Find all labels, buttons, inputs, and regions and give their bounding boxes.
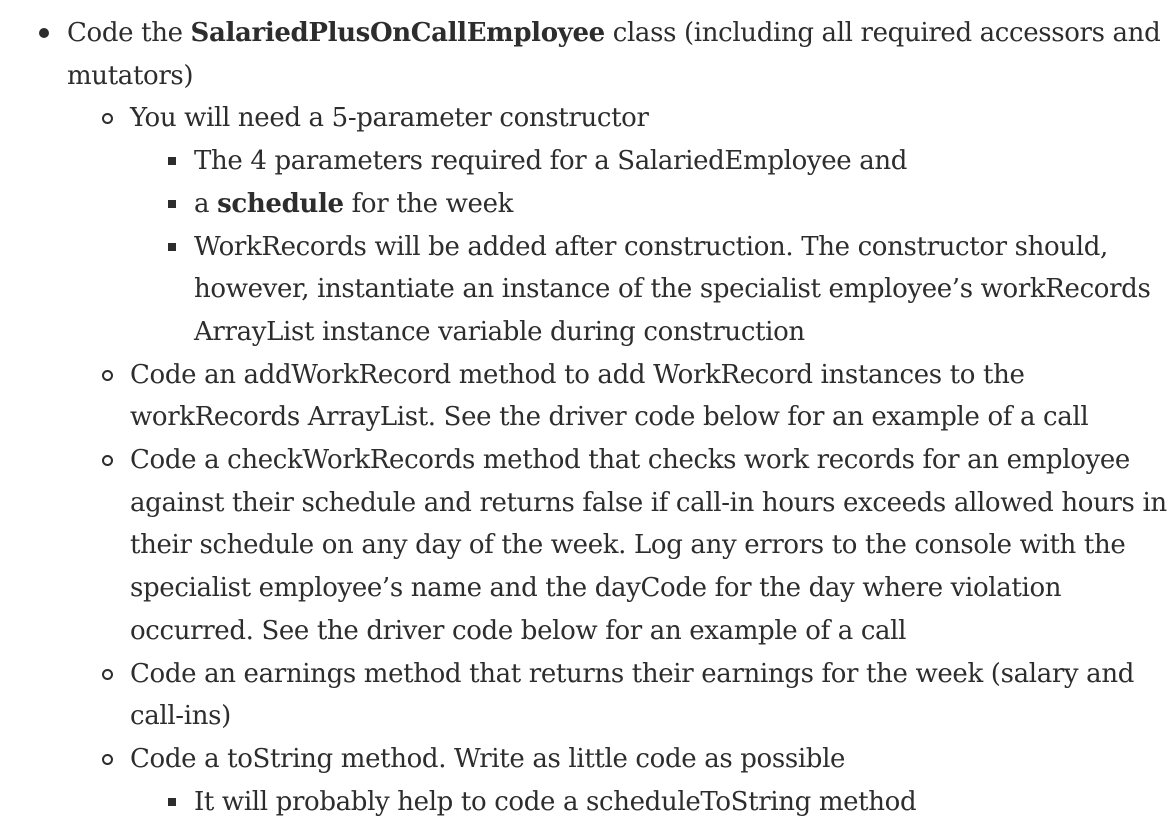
item-text: Code a checkWorkRecords method that checks work records for an employee against their schedule and returns false if call-in hours exceeds allowed hours in their schedule on any day of the week. Log any errors to the console with the specialist employee’s name and the dayCode for the day where violation occurred. See the driver code below for an example of a call [130,445,1167,646]
list-item [130,140,1170,183]
item-text: Code an addWorkRecord method to add WorkRecord instances to the workRecords ArrayList. See the driver code below for an example of a call [130,359,1089,433]
sub-sub-list [130,140,1170,354]
item-text: Code a toString method. Write as little code as possible [130,743,846,774]
list-item-class [0,12,1170,823]
list-item-earnings [67,653,1170,738]
instruction-list [0,12,1170,823]
square-bullet-icon [168,798,176,806]
item-text: Code an earnings method that returns their earnings for the week (salary and call-ins) [130,658,1135,732]
item-text: Code the SalariedPlusOnCallEmployee class (including all required accessors and mutators) [67,18,1161,91]
circle-bullet-icon [102,754,113,765]
item-text: The 4 parameters required for a SalariedEmployee and [194,146,908,177]
sub-list [67,97,1170,823]
list-item-add-work-record [67,354,1170,439]
circle-bullet-icon [102,113,113,124]
list-item [130,781,1170,824]
circle-bullet-icon [102,370,113,381]
list-item-check-work-records [67,439,1170,653]
class-name: SalariedPlusOnCallEmployee [190,18,605,48]
square-bullet-icon [168,200,176,208]
circle-bullet-icon [102,669,113,680]
item-text: It will probably help to code a scheduleToString method [194,786,917,817]
circle-bullet-icon [102,455,113,466]
disc-bullet-icon [39,28,49,38]
list-item [130,226,1170,354]
item-text: a schedule for the week [194,188,514,219]
list-item [130,183,1170,226]
list-item-constructor [67,97,1170,353]
square-bullet-icon [168,243,176,251]
item-text: WorkRecords will be added after construction. The constructor should, however, instantiate an instance of the specialist employee’s workRecords ArrayList instance variable during construction [194,231,1151,347]
list-item-tostring [67,738,1170,823]
sub-sub-list [130,781,1170,824]
item-text: You will need a 5-parameter constructor [130,103,649,134]
square-bullet-icon [168,157,176,165]
